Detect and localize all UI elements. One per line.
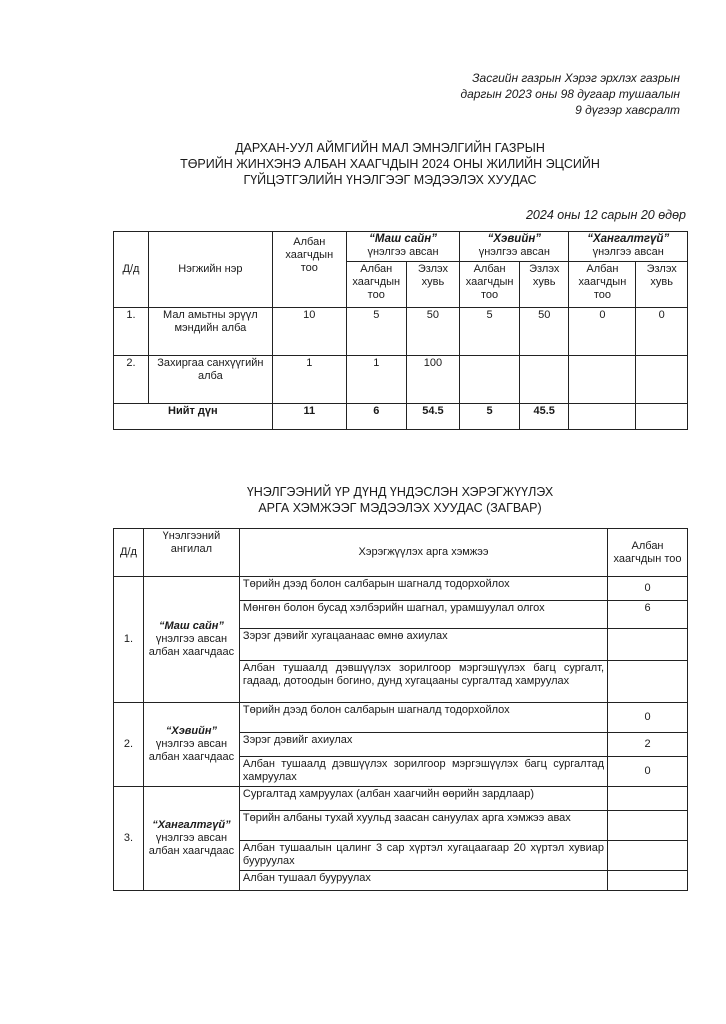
total-ex-pct: 54.5: [406, 404, 460, 430]
header-no: Д/д: [114, 232, 149, 308]
evaluation-summary-table: [113, 231, 688, 430]
total-gd-count: 5: [460, 404, 520, 430]
table-row: [114, 787, 688, 811]
header-excellent: [346, 232, 459, 262]
subheader-un-pct: Эзлэх хувь: [636, 262, 688, 308]
group-desc: үнэлгээ авсан албан хаагчдаас: [148, 633, 235, 658]
row-ex-count: 1: [346, 356, 406, 404]
header-good: [460, 232, 569, 262]
group-category: [143, 787, 239, 891]
measure-count: [608, 629, 688, 661]
total-un-pct: [636, 404, 688, 430]
header-unsatisfactory: [569, 232, 688, 262]
measure-count: 0: [608, 577, 688, 601]
measure-count: 2: [608, 733, 688, 757]
group-name: “Хэвийн”: [165, 725, 217, 737]
measure-text: Албан тушаалд дэвшүүлэх зорилгоор мэргэшүүлэх багц сургалтад хамруулах: [239, 757, 607, 787]
header-good-received: үнэлгээ авсан: [478, 246, 550, 258]
total-row: [114, 404, 688, 430]
measure-count: [608, 661, 688, 703]
total-count: 11: [272, 404, 346, 430]
header-unsatisfactory-received: үнэлгээ авсан: [592, 246, 664, 258]
m-header-measure: Хэрэгжүүлэх арга хэмжээ: [239, 529, 607, 577]
row-ex-pct: 100: [406, 356, 460, 404]
row-unit: Захиргаа санхүүгийн алба: [149, 356, 273, 404]
group-category: [143, 577, 239, 703]
measure-count: 0: [608, 757, 688, 787]
row-count: 10: [272, 308, 346, 356]
total-un-count: [569, 404, 636, 430]
m-header-count: Албан хаагчдын тоо: [608, 529, 688, 577]
group-name: “Маш сайн”: [159, 620, 224, 632]
row-no: 2.: [114, 356, 149, 404]
table-row: [114, 703, 688, 733]
header-count: Албан хаагчдын тоо: [272, 232, 346, 308]
row-un-pct: [636, 356, 688, 404]
measure-text: Төрийн дээд болон салбарын шагналд тодорхойлох: [239, 703, 607, 733]
title-line-1: ДАРХАН-УУЛ АЙМГИЙН МАЛ ЭМНЭЛГИЙН ГАЗРЫН: [235, 141, 545, 155]
header-unsatisfactory-label: “Хангалтгүй”: [587, 233, 670, 245]
measure-text: Албан тушаалын цалинг 3 сар хүртэл хугацаагаар 20 хүртэл хувиар бууруулах: [239, 841, 607, 871]
group-name: “Хангалтгүй”: [152, 819, 231, 831]
total-label: Нийт дүн: [114, 404, 273, 430]
measure-text: Сургалтад хамруулах (албан хаагчийн өөрийн зардлаар): [239, 787, 607, 811]
group-no: 3.: [114, 787, 144, 891]
measure-count: 6: [608, 601, 688, 629]
row-ex-pct: 50: [406, 308, 460, 356]
measure-text: Төрийн дээд болон салбарын шагналд тодорхойлох: [239, 577, 607, 601]
row-gd-count: [460, 356, 520, 404]
table-row: [114, 308, 688, 356]
group-no: 2.: [114, 703, 144, 787]
measure-text: Мөнгөн болон бусад хэлбэрийн шагнал, урамшуулал олгох: [239, 601, 607, 629]
measures-title-line-1: ҮНЭЛГЭЭНИЙ ҮР ДҮНД ҮНДЭСЛЭН ХЭРЭГЖҮҮЛЭХ: [246, 485, 554, 499]
m-header-category: Үнэлгээний ангилал: [143, 529, 239, 577]
measure-text: Албан тушаал бууруулах: [239, 871, 607, 891]
table-row: [114, 577, 688, 601]
row-ex-count: 5: [346, 308, 406, 356]
measure-count: [608, 841, 688, 871]
title-line-2: ТӨРИЙН ЖИНХЭНЭ АЛБАН ХААГЧДЫН 2024 ОНЫ ЖИЛИЙН ЭЦСИЙН: [180, 157, 600, 171]
table-row: [114, 356, 688, 404]
subheader-ex-count: Албан хаагчдын тоо: [346, 262, 406, 308]
total-gd-pct: 45.5: [519, 404, 568, 430]
row-unit: Мал амьтны эрүүл мэндийн алба: [149, 308, 273, 356]
document-title: [150, 140, 630, 188]
measure-count: [608, 871, 688, 891]
measures-table: [113, 528, 688, 891]
group-desc: үнэлгээ авсан албан хаагчдаас: [148, 738, 235, 763]
measure-text: Албан тушаалд дэвшүүлэх зорилгоор мэргэшүүлэх багц сургалт, гадаад, дотоодын богино, дунд хугацааны сургалтад хамруулах: [239, 661, 607, 703]
subheader-ex-pct: Эзлэх хувь: [406, 262, 460, 308]
measures-title-line-2: АРГА ХЭМЖЭЭГ МЭДЭЭЛЭХ ХУУДАС (ЗАГВАР): [258, 501, 542, 515]
row-gd-pct: 50: [519, 308, 568, 356]
row-no: 1.: [114, 308, 149, 356]
header-unit: Нэгжийн нэр: [149, 232, 273, 308]
header-excellent-received: үнэлгээ авсан: [367, 246, 439, 258]
measure-text: Зэрэг дэвийг хугацаанаас өмнө ахиулах: [239, 629, 607, 661]
measure-text: Төрийн албаны тухай хуульд заасан сануулах арга хэмжээ авах: [239, 811, 607, 841]
subheader-gd-pct: Эзлэх хувь: [519, 262, 568, 308]
measure-count: [608, 811, 688, 841]
title-line-3: ГҮЙЦЭТГЭЛИЙН ҮНЭЛГЭЭГ МЭДЭЭЛЭХ ХУУДАС: [243, 173, 537, 187]
m-header-no: Д/д: [114, 529, 144, 577]
row-gd-count: 5: [460, 308, 520, 356]
group-no: 1.: [114, 577, 144, 703]
header-excellent-label: “Маш сайн”: [369, 233, 437, 245]
appendix-line-3: 9 дүгээр хавсралт: [575, 103, 680, 117]
appendix-note: [460, 70, 680, 118]
appendix-line-1: Засгийн газрын Хэрэг эрхлэх газрын: [472, 71, 680, 85]
row-count: 1: [272, 356, 346, 404]
header-good-label: “Хэвийн”: [487, 233, 542, 245]
measure-text: Зэрэг дэвийг ахиулах: [239, 733, 607, 757]
measures-title: [180, 484, 620, 516]
appendix-line-2: даргын 2023 оны 98 дугаар тушаалын: [460, 87, 680, 101]
subheader-un-count: Албан хаагчдын тоо: [569, 262, 636, 308]
measure-count: [608, 787, 688, 811]
measure-count: 0: [608, 703, 688, 733]
group-desc: үнэлгээ авсан албан хаагчдаас: [148, 832, 235, 857]
row-un-count: [569, 356, 636, 404]
group-category: [143, 703, 239, 787]
row-gd-pct: [519, 356, 568, 404]
total-ex-count: 6: [346, 404, 406, 430]
row-un-count: 0: [569, 308, 636, 356]
document-date: 2024 оны 12 сарын 20 өдөр: [525, 208, 686, 222]
row-un-pct: 0: [636, 308, 688, 356]
subheader-gd-count: Албан хаагчдын тоо: [460, 262, 520, 308]
